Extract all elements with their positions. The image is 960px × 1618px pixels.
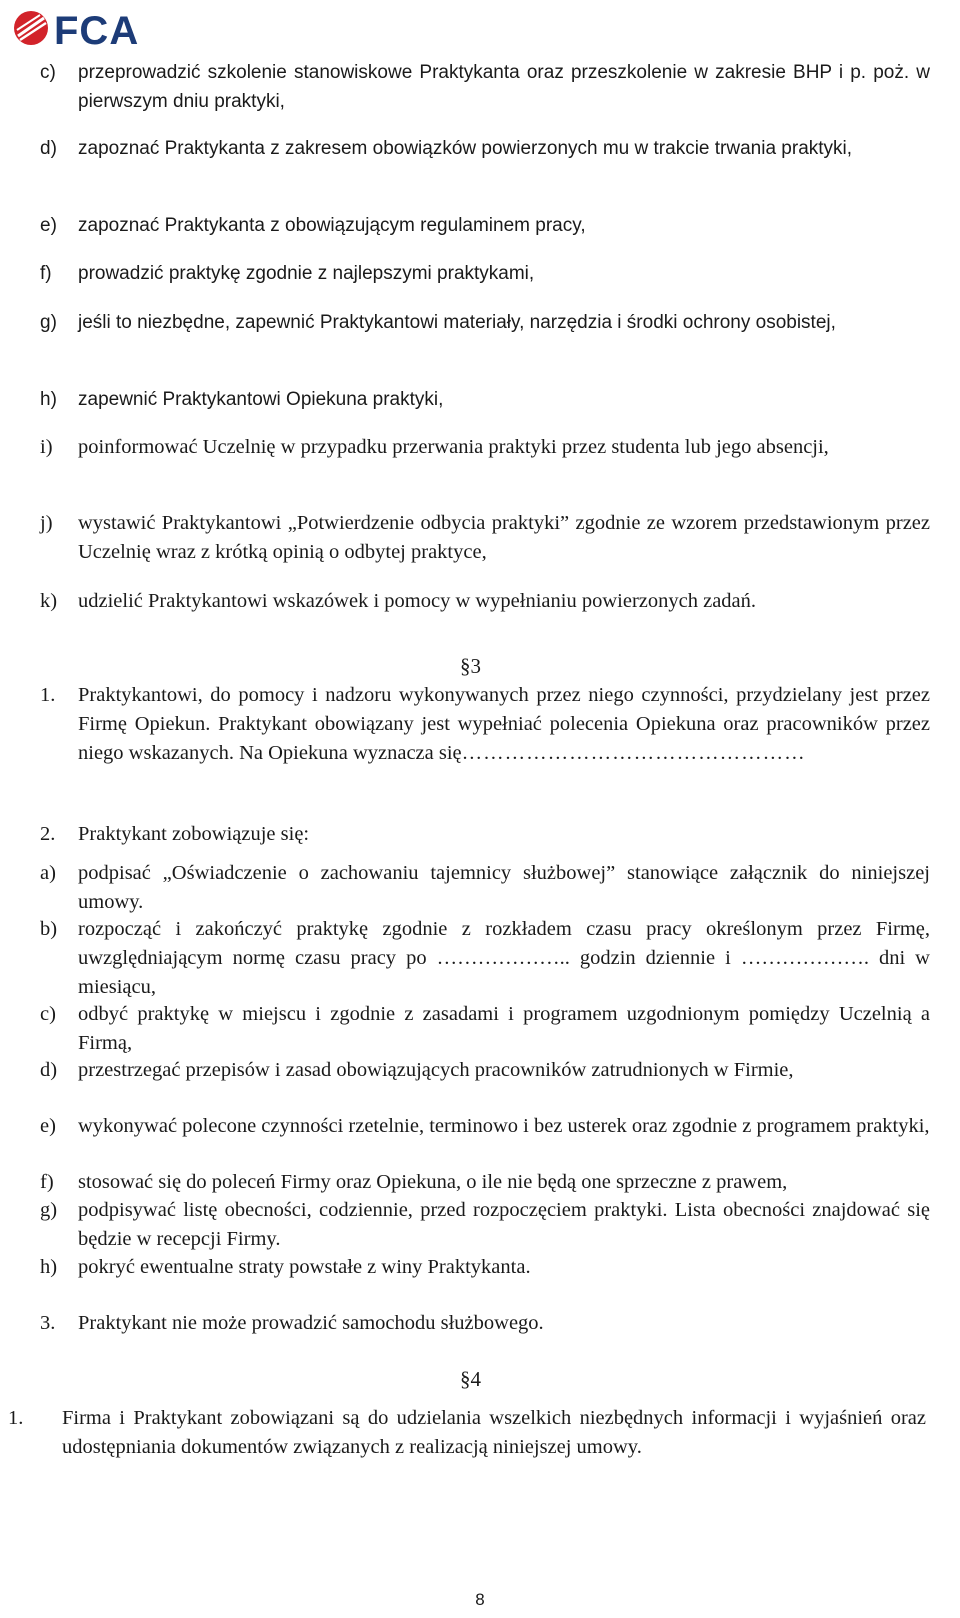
list-item-label: f)	[40, 1171, 54, 1193]
list-item-label: j)	[40, 512, 53, 534]
list-item-label: c)	[40, 1003, 56, 1025]
list-item-text: pokryć ewentualne straty powstałe z winy Praktykanta.	[78, 1256, 531, 1278]
paragraph-number: 2.	[40, 823, 56, 845]
paragraph	[40, 820, 930, 849]
list-item-text: wykonywać polecone czynności rzetelnie, terminowo i bez usterek oraz zgodnie z programem praktyki,	[78, 1115, 930, 1137]
list-item-text: prowadzić praktykę zgodnie z najlepszymi praktykami,	[78, 263, 535, 284]
paragraph-number: 1.	[8, 1407, 24, 1429]
list-item	[40, 587, 930, 616]
paragraph	[8, 1404, 926, 1462]
list-item	[40, 259, 930, 288]
list-item	[40, 433, 930, 462]
logo-mark-icon	[14, 11, 48, 45]
list-item-label: d)	[40, 1059, 58, 1081]
paragraph-text	[78, 681, 930, 768]
list-item-text: podpisywać listę obecności, codziennie, przed rozpoczęciem praktyki. Lista obecności znajdować się będzie w recepcji Firmy.	[78, 1199, 930, 1250]
list-item	[40, 58, 930, 116]
paragraph	[40, 681, 930, 768]
list-item	[40, 385, 930, 414]
list-item-label: c)	[40, 62, 56, 83]
list-item-label: a)	[40, 862, 56, 884]
paragraph	[40, 1309, 930, 1338]
list-item	[40, 134, 930, 163]
page-number: 8	[475, 1590, 485, 1609]
list-item	[40, 1112, 930, 1141]
list-item-text: zapoznać Praktykanta z obowiązującym regulaminem pracy,	[78, 215, 586, 236]
list-item-label: d)	[40, 138, 57, 159]
list-item-label: k)	[40, 590, 58, 612]
list-item-text: zapewnić Praktykantowi Opiekuna praktyki,	[78, 389, 444, 410]
paragraph-number: 1.	[40, 684, 56, 706]
fca-logo	[12, 6, 167, 50]
list-item-text: podpisać „Oświadczenie o zachowaniu tajemnicy służbowej” stanowiące załącznik do niniejszej umowy.	[78, 862, 930, 913]
list-item	[40, 915, 930, 1002]
list-item-text: przeprowadzić szkolenie stanowiskowe Praktykanta oraz przeszkolenie w zakresie BHP i p. poż. w pierwszym dniu praktyki,	[78, 62, 930, 112]
list-item-text: przestrzegać przepisów i zasad obowiązujących pracowników zatrudnionych w Firmie,	[78, 1059, 794, 1081]
list-item-label: e)	[40, 215, 57, 236]
list-item	[40, 308, 930, 337]
list-item	[40, 1253, 930, 1282]
list-item-label: h)	[40, 1256, 58, 1278]
fill-in-blank: …………………………………………	[461, 742, 806, 764]
list-item-label: h)	[40, 389, 57, 410]
list-item-text: rozpocząć i zakończyć praktykę zgodnie z rozkładem czasu pracy określonym przez Firmę, uwzględniającym normę czasu pracy po ……………….. godzin dziennie i ………………. dni w miesiącu,	[78, 918, 930, 998]
list-item-text: odbyć praktykę w miejscu i zgodnie z zasadami i programem uzgodnionym pomiędzy Uczelnią a Firmą,	[78, 1003, 930, 1054]
list-item-text: jeśli to niezbędne, zapewnić Praktykantowi materiały, narzędzia i środki ochrony osobistej,	[78, 312, 836, 333]
logo-wordmark: FCA	[54, 9, 140, 50]
list-item-label: f)	[40, 263, 52, 284]
list-item	[40, 1168, 930, 1197]
list-item-label: g)	[40, 312, 57, 333]
list-item-label: e)	[40, 1115, 56, 1137]
list-item	[40, 859, 930, 917]
paragraph-text: Praktykant nie może prowadzić samochodu służbowego.	[78, 1312, 544, 1334]
list-item-text: wystawić Praktykantowi „Potwierdzenie odbycia praktyki” zgodnie ze wzorem przedstawionym przez Uczelnię wraz z krótką opinią o odbytej praktyce,	[78, 512, 930, 563]
list-item	[40, 509, 930, 567]
list-item-text: poinformować Uczelnię w przypadku przerwania praktyki przez studenta lub jego absencji,	[78, 436, 829, 458]
list-item	[40, 211, 930, 240]
list-item-text: zapoznać Praktykanta z zakresem obowiązków powierzonych mu w trakcie trwania praktyki,	[78, 138, 853, 159]
paragraph-body: Praktykantowi, do pomocy i nadzoru wykonywanych przez niego czynności, przydzielany jest przez Firmę Opiekun. Praktykant obowiązany jest wypełniać polecenia Opiekuna oraz pracowników przez niego wskazanych. Na Opiekuna wyznacza się	[78, 684, 930, 764]
section-heading: §3	[460, 654, 481, 678]
list-item-label: i)	[40, 436, 53, 458]
list-item-text: stosować się do poleceń Firmy oraz Opiekuna, o ile nie będą one sprzeczne z prawem,	[78, 1171, 788, 1193]
paragraph-text: Firma i Praktykant zobowiązani są do udzielania wszelkich niezbędnych informacji i wyjaśnień oraz udostępniania dokumentów związanych z realizacją niniejszej umowy.	[62, 1407, 926, 1458]
list-item-label: g)	[40, 1199, 58, 1221]
list-item-text: udzielić Praktykantowi wskazówek i pomocy w wypełnianiu powierzonych zadań.	[78, 590, 757, 612]
list-item	[40, 1196, 930, 1254]
section-heading: §4	[460, 1367, 481, 1391]
list-item	[40, 1056, 930, 1085]
paragraph-number: 3.	[40, 1312, 56, 1334]
paragraph-text: Praktykant zobowiązuje się:	[78, 823, 310, 845]
list-item	[40, 1000, 930, 1058]
list-item-label: b)	[40, 918, 58, 940]
